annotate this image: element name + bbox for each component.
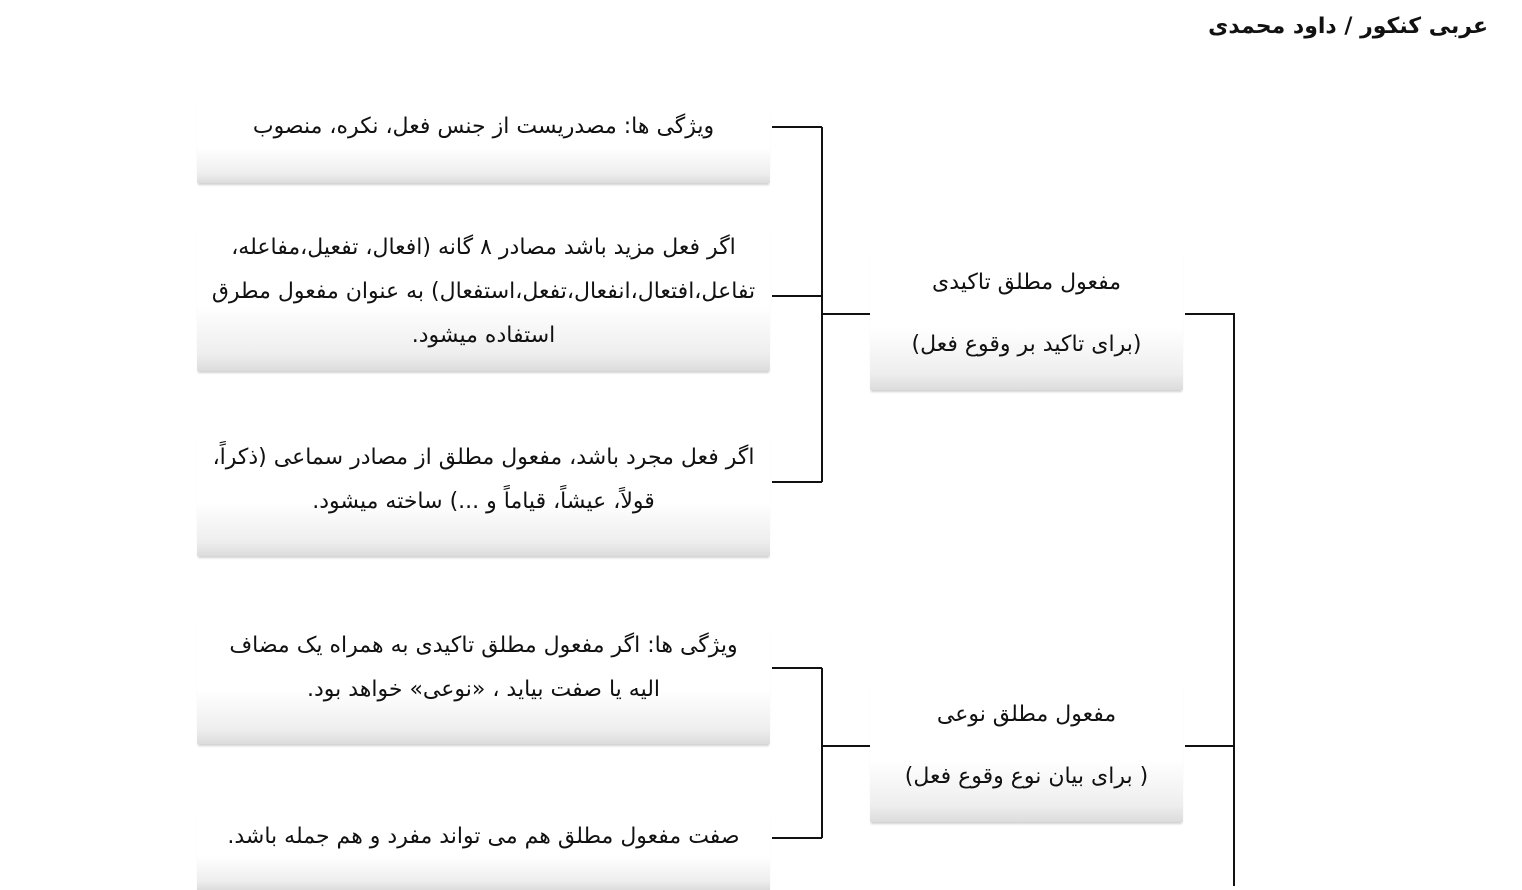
category-subtitle: (برای تاکید بر وقوع فعل) xyxy=(911,332,1142,357)
detail-line: صفت مفعول مطلق هم می تواند مفرد و هم جمله باشد. xyxy=(227,824,740,849)
category-title: مفعول مطلق نوعی xyxy=(936,702,1117,727)
category-subtitle: ( برای بیان نوع وقوع فعل) xyxy=(904,764,1149,789)
detail-box-adjective xyxy=(197,815,770,890)
detail-box-properties xyxy=(197,105,770,183)
category-box-emphatic xyxy=(870,252,1183,390)
page-header-title: عربی کنکور / داود محمدی xyxy=(1208,14,1488,39)
detail-box-augmented-verb xyxy=(197,226,770,371)
category-box-type xyxy=(870,684,1183,822)
detail-box-type-properties xyxy=(197,624,770,744)
detail-line: ویژگی ها: مصدریست از جنس فعل، نکره، منصوب xyxy=(252,114,715,139)
detail-line: قولاً، عیشاً، قیاماً و ...) ساخته میشود. xyxy=(312,489,655,514)
detail-box-bare-verb xyxy=(197,436,770,556)
category-title: مفعول مطلق تاکیدی xyxy=(931,270,1122,295)
detail-line: ویژگی ها: اگر مفعول مطلق تاکیدی به همراه یک مضاف xyxy=(229,633,738,658)
detail-line: اگر فعل مجرد باشد، مفعول مطلق از مصادر سماعی (ذکراً، xyxy=(212,445,755,470)
detail-line: اگر فعل مزید باشد مصادر ۸ گانه (افعال، تفعیل،مفاعله، xyxy=(231,235,736,260)
detail-line: استفاده میشود. xyxy=(411,323,556,348)
detail-line: تفاعل،افتعال،انفعال،تفعل،استفعال) به عنوان مفعول مطرق xyxy=(211,279,756,304)
detail-line: الیه یا صفت بیاید ، «نوعی» خواهد بود. xyxy=(306,677,661,702)
